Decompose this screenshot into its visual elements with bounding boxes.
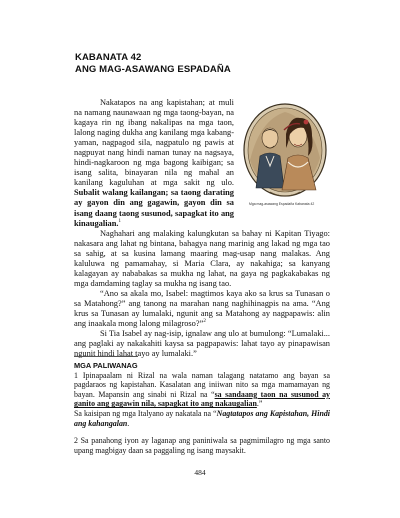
footnote-2: 2 Sa panahong iyon ay laganap ang paniniwala sa pagmimilagro ng mga santo upang magbigay daan sa paggaling ng isang maysakit. [74,436,330,455]
footnote-ref-1[interactable]: 1 [118,218,121,224]
footnote-ref-2[interactable]: 2 [203,319,206,325]
paragraph-1-emphasis: Subalit walang kailangan; sa taong darating ay gayon din ang gagawin, gayon din sa isang daang taong susunod, sapagkat ito ang kinaugalian. [74,188,234,228]
footnote-1-line2: Sa kaisipan ng mga Italyano ay nakatala na “ [74,408,217,418]
page-number: 484 [194,468,206,477]
footnote-1-text: 1 Ipinapaalam ni Rizal na wala naman talagang natatamo ang bayan sa pagdaraos ng kapistahan. Kasalatan ang iniiwan nito sa mga mamamayan ng bayan. Mapansin ang sinabi ni Rizal na “ [74,370,330,399]
illustration-espadana-couple-icon [240,100,330,218]
footnotes [74,361,330,455]
paragraph-4: Si Tia Isabel ay nag-isip, ignalaw ang ulo at bumulong: “Lumalaki... ang paglaki ay nakakahiti kaysa sa pagpapawis: lahat tayo ay pinapawisan ngunit hindi lahat tayo ay lumalaki.” [74,329,330,359]
chapter-title: ANG MAG-ASAWANG ESPADAÑA [75,64,231,75]
paragraph-1-text: Nakatapos na ang kapistahan; at muli na namang naunawaan ng mga taong-bayan, na kagaya rin ng ibang nakalipas na mga taon, lalong naging dukha ang kanilang mga kabang-yaman, nagpagod sila, nagpatulo ng pawis at nagpuyat nang hindi naman tunay na nagsaya, hindi-nagkaroon ng mga bagong kaibigan; sa isang salita, binayaran nila ng mahal an kanilang kaguluhan at mga sakit ng ulo. [74,98,234,188]
footnote-1-quote: sa sandaang taon na susunod ay ganito ang gagawin nila, sapagkat ito ang nakaugalian [74,389,330,409]
footnote-1 [74,371,330,409]
footnote-1-end: .” [256,399,263,409]
chapter-illustration [240,100,330,218]
chapter-number: KABANATA 42 [75,52,142,63]
illustration-caption: Mga mag-asawang Espadaña Kabanata 42 [249,202,315,206]
footnote-1-line2-end: . [127,418,130,428]
footnote-1-continued [74,409,330,428]
paragraph-3 [74,289,330,329]
chapter-heading [75,52,325,76]
chapter-body [74,98,330,359]
paragraph-2: Naghahari ang malaking kalungkutan sa bahay ni Kapitan Tiyago: nakasara ang lahat ng bintana, bahagya nang marinig ang lakad ng mga tao sa sahig, at sa kusina lamang maaring mag-usap nang malakas. Ang kaluluwa ng pamamahay, si Maria Clara, ay nakahiga; sa kanyang kalagayan ay nababakas sa mukha ng lahat, na gaya ng pagkakabakas ng mga damdaming taglay sa mukha ng isang tao. [74,228,330,288]
footnote-divider [74,356,138,357]
footnote-1-italian-quote: Nagtatapos ang Kapistahan, Hindi ang kahangalan [74,408,330,428]
paragraph-3-text: “Ano sa akala mo, Isabel: magtimos kaya ako sa krus sa Tunasan o sa Matahong?” ang tanong na marahan nang naghihinagpis na ama. “Ang krus sa Tunasan ay lumalaki, ngunit ang sa Matahong ay nagpapawis: alin ang inaakala mong lalong milagroso?” [74,288,330,329]
footnotes-title: MGA PALIWANAG [74,361,138,370]
